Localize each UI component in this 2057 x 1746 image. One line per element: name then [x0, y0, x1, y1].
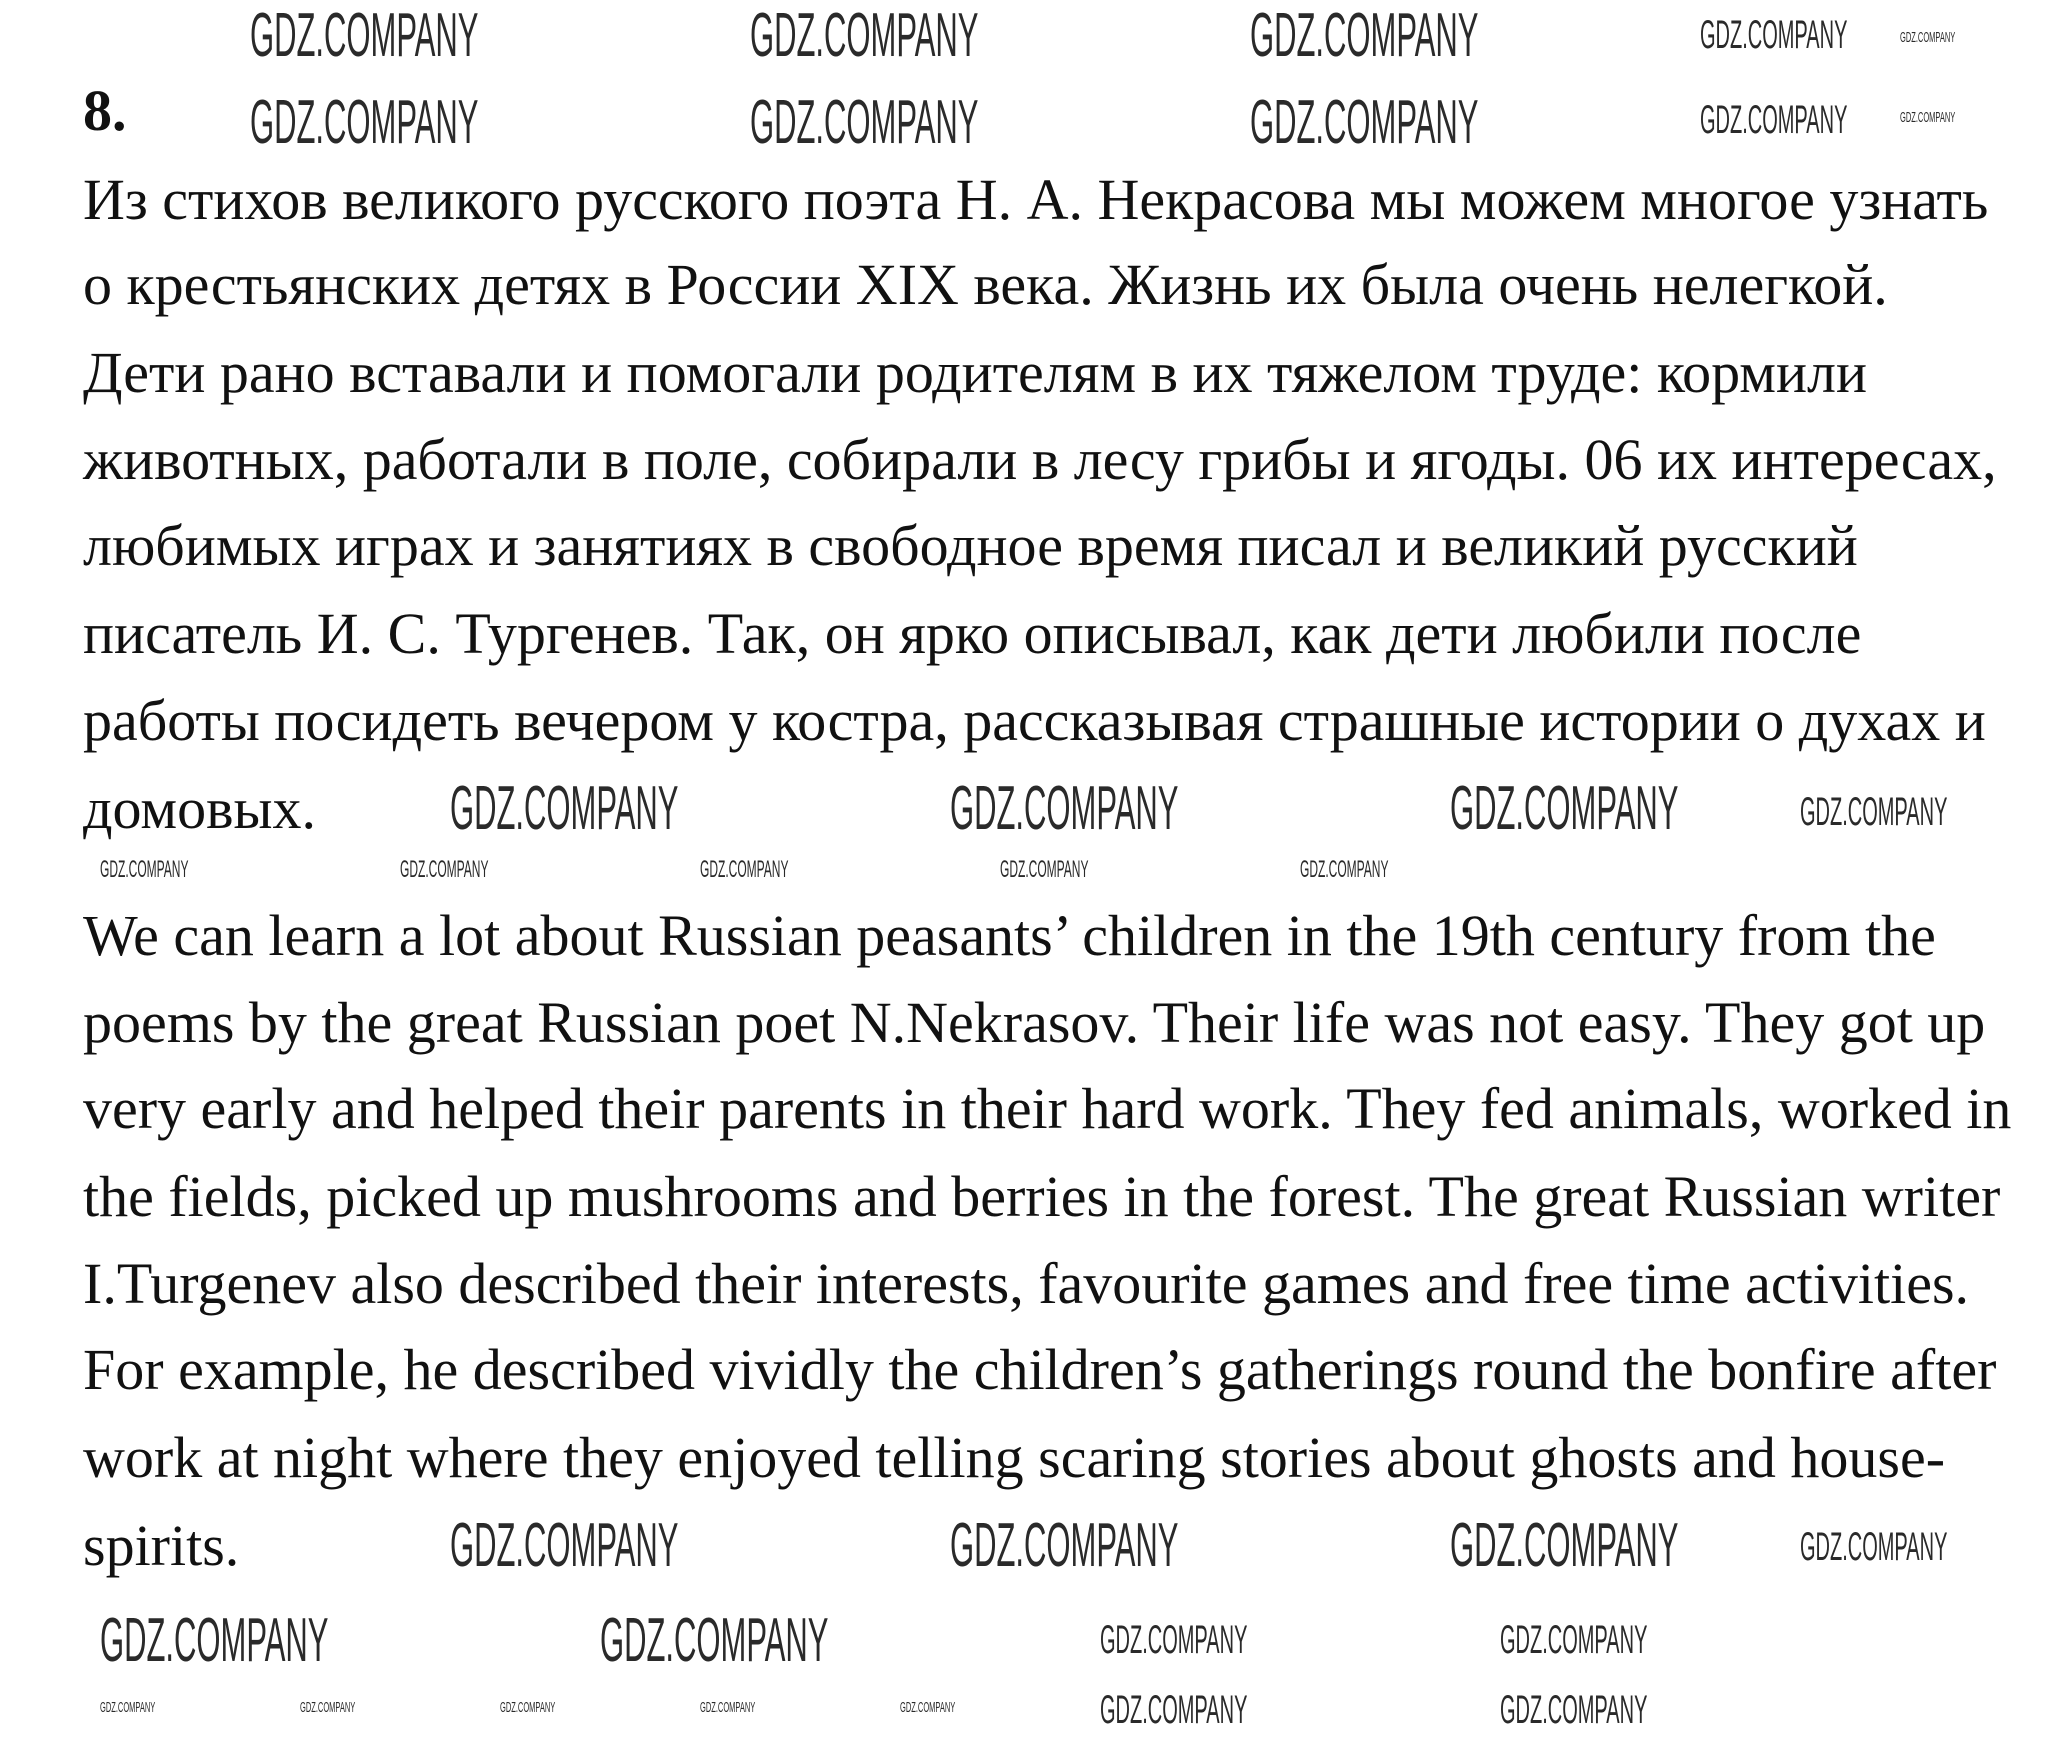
- watermark: GDZ.COMPANY: [400, 856, 489, 883]
- watermark: GDZ.COMPANY: [1700, 13, 1848, 57]
- watermark: GDZ.COMPANY: [1900, 29, 1956, 46]
- text-line: poems by the great Russian poet N.Nekrasov. Their life was not easy. They got up: [83, 990, 1986, 1055]
- text-line: Из стихов великого русского поэта Н. А. Некрасова мы можем многое узнать: [83, 167, 1989, 232]
- text-line: домовых.: [83, 776, 316, 841]
- text-line: работы посидеть вечером у костра, рассказывая страшные истории о духах и: [83, 688, 1986, 753]
- watermark: GDZ.COMPANY: [450, 1511, 679, 1580]
- text-line: о крестьянских детях в России XIX века. Жизнь их была очень нелегкой.: [83, 252, 1888, 317]
- text-line: work at night where they enjoyed telling scaring stories about ghosts and house-: [83, 1425, 1946, 1490]
- watermark: GDZ.COMPANY: [100, 1699, 156, 1716]
- watermark: GDZ.COMPANY: [1500, 1688, 1648, 1732]
- text-line: very early and helped their parents in their hard work. They fed animals, worked in: [83, 1076, 2012, 1141]
- watermark: GDZ.COMPANY: [950, 774, 1179, 843]
- watermark: GDZ.COMPANY: [250, 88, 479, 157]
- text-line: животных, работали в поле, собирали в лесу грибы и ягоды. 06 их интересах,: [83, 427, 1997, 492]
- watermark: GDZ.COMPANY: [1800, 790, 1948, 834]
- watermark: GDZ.COMPANY: [1900, 109, 1956, 126]
- watermark: GDZ.COMPANY: [450, 774, 679, 843]
- watermark: GDZ.COMPANY: [1250, 1, 1479, 70]
- watermark: GDZ.COMPANY: [700, 856, 789, 883]
- text-line: I.Turgenev also described their interests, favourite games and free time activities.: [83, 1251, 1970, 1316]
- watermark: GDZ.COMPANY: [250, 1, 479, 70]
- watermark: GDZ.COMPANY: [900, 1699, 956, 1716]
- text-line: For example, he described vividly the children’s gatherings round the bonfire after: [83, 1337, 1997, 1402]
- watermark: GDZ.COMPANY: [300, 1699, 356, 1716]
- text-line: spirits.: [83, 1513, 240, 1578]
- exercise-number: 8.: [83, 78, 127, 143]
- watermark: GDZ.COMPANY: [1300, 856, 1389, 883]
- watermark: GDZ.COMPANY: [1450, 1511, 1679, 1580]
- watermark: GDZ.COMPANY: [750, 1, 979, 70]
- watermark: GDZ.COMPANY: [100, 856, 189, 883]
- watermark: GDZ.COMPANY: [100, 1606, 329, 1675]
- watermark: GDZ.COMPANY: [1250, 88, 1479, 157]
- watermark: GDZ.COMPANY: [1450, 774, 1679, 843]
- text-line: писатель И. С. Тургенев. Так, он ярко описывал, как дети любили после: [83, 601, 1862, 666]
- watermark: GDZ.COMPANY: [950, 1511, 1179, 1580]
- watermark: GDZ.COMPANY: [1800, 1525, 1948, 1569]
- text-line: любимых играх и занятиях в свободное время писал и великий русский: [83, 513, 1858, 578]
- watermark: GDZ.COMPANY: [1000, 856, 1089, 883]
- text-line: We can learn a lot about Russian peasants’ children in the 19th century from the: [83, 903, 1936, 968]
- watermark: GDZ.COMPANY: [1700, 98, 1848, 142]
- watermark: GDZ.COMPANY: [500, 1699, 556, 1716]
- watermark: GDZ.COMPANY: [1500, 1618, 1648, 1662]
- watermark: GDZ.COMPANY: [750, 88, 979, 157]
- watermark: GDZ.COMPANY: [1100, 1618, 1248, 1662]
- text-line: the fields, picked up mushrooms and berries in the forest. The great Russian writer: [83, 1164, 2001, 1229]
- watermark: GDZ.COMPANY: [1100, 1688, 1248, 1732]
- text-line: Дети рано вставали и помогали родителям в их тяжелом труде: кормили: [83, 340, 1867, 405]
- watermark: GDZ.COMPANY: [600, 1606, 829, 1675]
- watermark: GDZ.COMPANY: [700, 1699, 756, 1716]
